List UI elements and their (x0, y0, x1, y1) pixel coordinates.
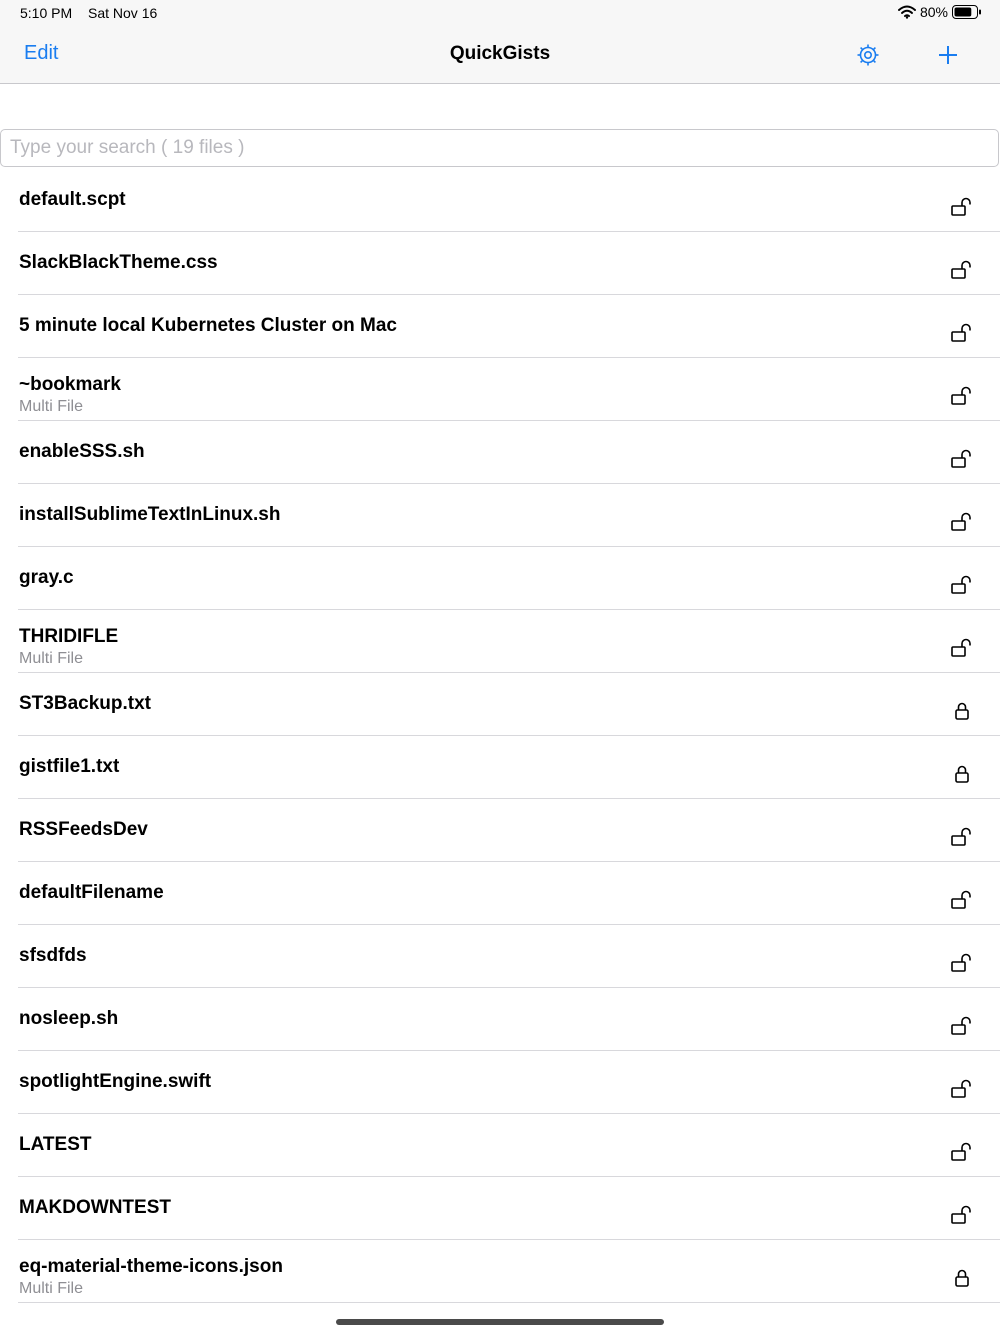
unlock-icon[interactable] (950, 1077, 974, 1106)
status-bar (0, 0, 1000, 26)
list-item[interactable] (18, 862, 1000, 925)
file-name: ST3Backup.txt (19, 693, 151, 714)
unlock-icon[interactable] (950, 321, 974, 350)
lock-icon[interactable] (950, 1266, 974, 1295)
battery-percent: 80% (919, 4, 948, 20)
file-name: gistfile1.txt (19, 756, 120, 777)
list-item[interactable] (18, 547, 1000, 610)
list-item[interactable] (18, 484, 1000, 547)
unlock-icon[interactable] (950, 1140, 974, 1169)
file-name: LATEST (19, 1134, 92, 1155)
list-item[interactable] (18, 799, 1000, 862)
file-name: default.scpt (19, 189, 126, 210)
list-item[interactable] (18, 736, 1000, 799)
search-bar (0, 129, 1000, 168)
list-item[interactable] (18, 169, 1000, 232)
unlock-icon[interactable] (950, 195, 974, 224)
lock-icon[interactable] (950, 699, 974, 728)
list-item[interactable] (18, 1177, 1000, 1240)
file-name: enableSSS.sh (19, 441, 145, 462)
file-name: eq-material-theme-icons.json (19, 1256, 283, 1277)
unlock-icon[interactable] (950, 573, 974, 602)
file-name: gray.c (19, 567, 74, 588)
file-name: MAKDOWNTEST (19, 1197, 171, 1218)
file-name: installSublimeTextInLinux.sh (19, 504, 281, 525)
file-subtitle: Multi File (19, 398, 84, 415)
home-indicator[interactable] (336, 1319, 664, 1325)
unlock-icon[interactable] (950, 384, 974, 413)
battery-icon (952, 5, 982, 20)
list-item[interactable] (18, 1051, 1000, 1114)
list-item[interactable] (18, 1114, 1000, 1177)
list-item[interactable] (18, 925, 1000, 988)
unlock-icon[interactable] (950, 510, 974, 539)
file-name: SlackBlackTheme.css (19, 252, 218, 273)
list-item[interactable] (18, 610, 1000, 673)
unlock-icon[interactable] (950, 447, 974, 476)
search-input[interactable] (0, 129, 999, 167)
file-subtitle: Multi File (19, 1280, 84, 1297)
file-name: RSSFeedsDev (19, 819, 148, 840)
list-item[interactable] (18, 673, 1000, 736)
file-subtitle: Multi File (19, 650, 84, 667)
gist-list (0, 169, 1000, 1303)
unlock-icon[interactable] (950, 1014, 974, 1043)
gear-icon[interactable] (856, 43, 880, 72)
status-date: Sat Nov 16 (88, 5, 158, 21)
file-name: THRIDIFLE (19, 626, 119, 647)
file-name: 5 minute local Kubernetes Cluster on Mac (19, 315, 397, 336)
unlock-icon[interactable] (950, 951, 974, 980)
list-item[interactable] (18, 1240, 1000, 1303)
unlock-icon[interactable] (950, 825, 974, 854)
edit-button[interactable]: Edit (24, 42, 59, 64)
file-name: ~bookmark (19, 374, 121, 395)
list-item[interactable] (18, 988, 1000, 1051)
unlock-icon[interactable] (950, 1203, 974, 1232)
list-item[interactable] (18, 295, 1000, 358)
list-item[interactable] (18, 232, 1000, 295)
file-name: nosleep.sh (19, 1008, 119, 1029)
status-time: 5:10 PM (20, 5, 73, 21)
file-name: sfsdfds (19, 945, 87, 966)
navigation-bar (0, 26, 1000, 84)
wifi-icon (898, 5, 916, 19)
list-item[interactable] (18, 358, 1000, 421)
page-title: QuickGists (449, 43, 551, 64)
unlock-icon[interactable] (950, 258, 974, 287)
plus-icon (936, 43, 960, 67)
unlock-icon[interactable] (950, 888, 974, 917)
unlock-icon[interactable] (950, 636, 974, 665)
add-gist-button[interactable] (936, 43, 960, 72)
file-name: spotlightEngine.swift (19, 1071, 212, 1092)
file-name: defaultFilename (19, 882, 164, 903)
lock-icon[interactable] (950, 762, 974, 791)
status-indicators (898, 4, 982, 20)
list-item[interactable] (18, 421, 1000, 484)
